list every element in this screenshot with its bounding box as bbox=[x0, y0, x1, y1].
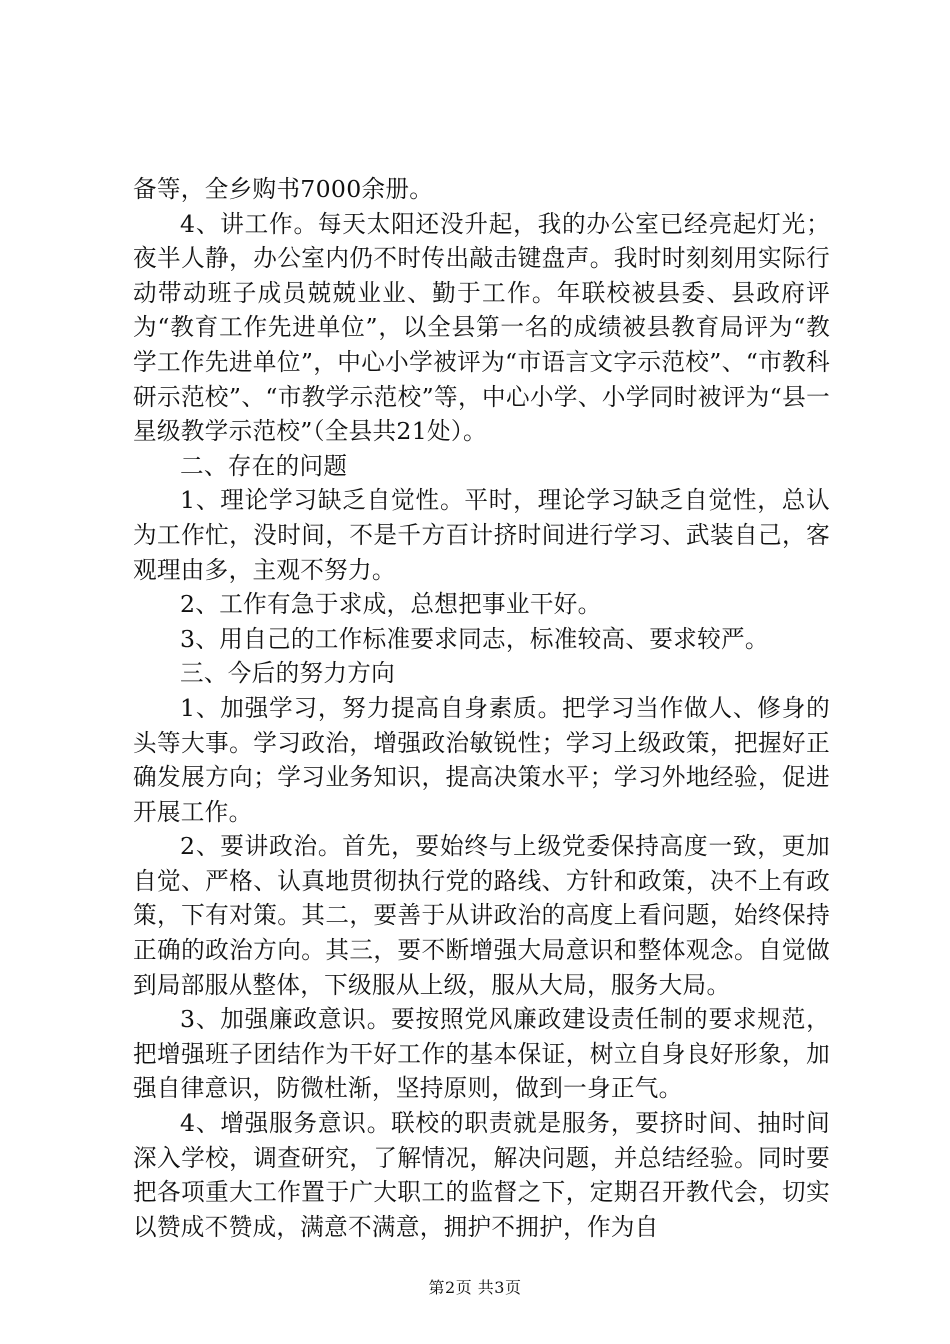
paragraph-problem-3: 3、用自己的工作标准要求同志，标准较高、要求较严。 bbox=[180, 624, 769, 653]
section-heading-problems: 二、存在的问题 bbox=[180, 451, 348, 480]
section-heading-direction: 三、今后的努力方向 bbox=[180, 659, 396, 688]
paragraph-direction-1: 1、加强学习，努力提高自身素质。把学习当作做人、修身的头等大事。学习政治，增强政治敏锐性；学习上级政策，把握好正确发展方向；学习业务知识，提高决策水平；学习外地经验，促进开展工作。 bbox=[133, 693, 830, 826]
paragraph-direction-3: 3、加强廉政意识。要按照党风廉政建设责任制的要求规范，把增强班子团结作为干好工作的基本保证，树立自身良好形象，加强自律意识，防微杜渐，坚持原则，做到一身正气。 bbox=[133, 1005, 830, 1103]
paragraph-direction-4: 4、增强服务意识。联校的职责就是服务，要挤时间、抽时间深入学校，调查研究，了解情况，解决问题，并总结经验。同时要把各项重大工作置于广大职工的监督之下，定期召开教代会，切实以赞成不赞成，满意不满意，拥护不拥护，作为自 bbox=[133, 1109, 830, 1241]
paragraph-problem-2: 2、工作有急于求成，总想把事业干好。 bbox=[180, 590, 602, 619]
paragraph-problem-1: 1、理论学习缺乏自觉性。平时，理论学习缺乏自觉性，总认为工作忙，没时间，不是千方百计挤时间进行学习、武装自己，客观理由多，主观不努力。 bbox=[133, 486, 830, 584]
page-footer: 第2页 共3页 bbox=[428, 1278, 522, 1297]
paragraph-work: 4、讲工作。每天太阳还没升起，我的办公室已经亮起灯光；夜半人静，办公室内仍不时传出敲击键盘声。我时时刻刻用实际行动带动班子成员兢兢业业、勤于工作。年联校被县委、县政府评为“教育工作先进单位”，以全县第一名的成绩被县教育局评为“教学工作先进单位”，中心小学被评为“市语言文字示范校”、“市教科研示范校”、“市教学示范校”等，中心小学、小学同时被评为“县一星级教学示范校”（全县共21处）。 bbox=[133, 209, 830, 446]
document-body bbox=[133, 172, 830, 1244]
paragraph-continuation: 备等，全乡购书7000余册。 bbox=[133, 175, 434, 203]
paragraph-direction-2: 2、要讲政治。首先，要始终与上级党委保持高度一致，更加自觉、严格、认真地贯彻执行党的路线、方针和政策，决不上有政策，下有对策。其二，要善于从讲政治的高度上看问题，始终保持正确的政治方向。其三，要不断增强大局意识和整体观念。自觉做到局部服从整体，下级服从上级，服从大局，服务大局。 bbox=[133, 832, 830, 999]
